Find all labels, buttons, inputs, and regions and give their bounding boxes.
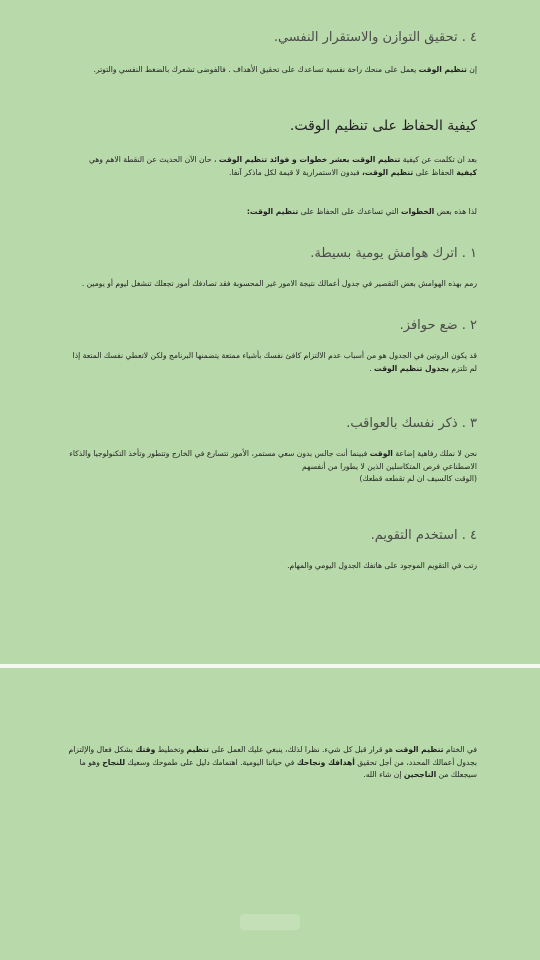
step-1-paragraph	[66, 278, 477, 291]
bold-phrase: كيفية	[456, 167, 477, 177]
text-run: بعد ان تكلمت عن كيفية	[400, 155, 477, 164]
bold-phrase: الناجحين	[403, 770, 437, 779]
text-run: لذا هذه بعض	[434, 207, 477, 216]
text-run: فبدون الاستمرارية لا قيمة لكل ماذكر آنفا.	[228, 167, 363, 177]
text-run: التي تساعدك على الحفاظ على	[298, 207, 401, 216]
step-2-paragraph	[66, 350, 477, 375]
bold-phrase: تنظيم الوقت	[395, 745, 444, 754]
text-run: ، حان الآن الحديث عن النقطة الاهم وهي	[88, 155, 219, 164]
bold-phrase: تنظيم الوقت:	[246, 207, 299, 216]
text-run: الحفاظ على	[413, 167, 457, 177]
section-4-heading	[66, 30, 477, 45]
step-1-body	[66, 278, 477, 291]
text-run: في حياتنا اليومية. اهتمامك دليل على طموحك وسعيك	[125, 757, 297, 767]
steps-intro	[66, 206, 477, 219]
text-run: وتخطيط	[155, 745, 187, 754]
step-3-quote: (الوقت كالسيف ان لم تقطعه قطعك)	[359, 474, 477, 483]
step-4-paragraph	[66, 560, 477, 573]
step-2-heading	[66, 318, 477, 333]
text-run: إن شاء الله.	[363, 770, 404, 779]
step-2-body	[66, 350, 477, 375]
step-4-title: ٤ . استخدم التقويم.	[370, 528, 477, 543]
text-run: قد يكون الروتين في الجدول هو من أسباب عدم الالتزام كافئ نفسك بأشياء ممتعة يتضمنها البرنامج ولكن لاتعطي نفسك المتعة إذا لم تلتزم	[72, 351, 477, 373]
step-3-paragraph	[66, 448, 477, 486]
conclusion-paragraph	[66, 744, 477, 782]
text-run: بشكل فعال والإلتزام بجدول أعمالك المحدد، من أجل تحقيق	[68, 745, 477, 767]
intro-paragraph	[66, 154, 477, 179]
step-3-title: ٣ . ذكر نفسك بالعواقب.	[346, 416, 477, 431]
bold-phrase: تنظيم الوقت بعشر خطوات و فوائد تنظيم الوقت	[218, 155, 401, 164]
text-run: رمم بهذه الهوامش بعض التقصير في جدول أعمالك نتيجة الامور غير المحسوبة فقد تصادفك أمور تجعلك تنشغل ليوم أو يومين .	[81, 279, 477, 288]
step-1-heading	[66, 246, 477, 261]
bold-phrase: تنظيم الوقت	[418, 65, 467, 74]
steps-intro-paragraph	[66, 206, 477, 219]
section-4-body	[66, 64, 477, 77]
text-run: نحن لا نملك رفاهية إضاعة	[392, 449, 477, 458]
text-run: وهو ما سيجعلك من	[79, 757, 477, 779]
text-run: فبينما أنت جالس بدون سعي مستمر، الأمور تتسارع في الخارج وتتطور وتأخذ التكنولوجيا والذكاء الاصطناعي فرص المتكاسلين الذين لا يطورا من أنفسهم	[69, 449, 477, 471]
text-run: هو قرار قبل كل شيء. نظرا لذلك، ينبغي عليك العمل على	[208, 745, 396, 754]
text-run: في الختام	[443, 745, 477, 754]
step-3-body	[66, 448, 477, 473]
main-heading	[66, 118, 477, 134]
bold-phrase: الخطوات	[400, 207, 435, 216]
step-3-heading	[66, 416, 477, 431]
intro-body	[66, 154, 477, 179]
section-4-title: ٤ . تحقيق التوازن والاستقرار النفسي.	[273, 30, 477, 45]
bold-phrase: الوقت	[369, 449, 393, 458]
conclusion-body	[66, 744, 477, 782]
text-run: إن	[466, 65, 477, 74]
text-run: رتب في التقويم الموجود على هاتفك الجدول اليومي والمهام.	[287, 561, 477, 570]
step-4-body	[66, 560, 477, 573]
text-run: .	[369, 363, 375, 373]
text-run: يعمل على منحك راحة نفسية تساعدك على تحقيق الأهداف . فالفوضى تشعرك بالضغط النفسي والتوتر.	[93, 65, 419, 74]
bold-phrase: أهدافك ونجاحك	[296, 757, 355, 767]
main-title: كيفية الحفاظ على تنظيم الوقت.	[289, 118, 477, 134]
bold-phrase: تنظيم الوقت،	[362, 167, 414, 177]
bold-phrase: للنجاح	[102, 757, 126, 767]
step-1-title: ١ . اترك هوامش يومية بسيطة.	[310, 246, 477, 261]
bold-phrase: تنظيم	[186, 745, 209, 754]
faded-watermark-logo	[240, 914, 300, 930]
bold-phrase: بجدول تنظيم الوقت	[374, 363, 449, 373]
step-2-title: ٢ . ضع حوافز.	[399, 318, 477, 333]
section-4-paragraph	[66, 64, 477, 77]
step-4-heading	[66, 528, 477, 543]
bold-phrase: وقتك	[135, 745, 156, 754]
